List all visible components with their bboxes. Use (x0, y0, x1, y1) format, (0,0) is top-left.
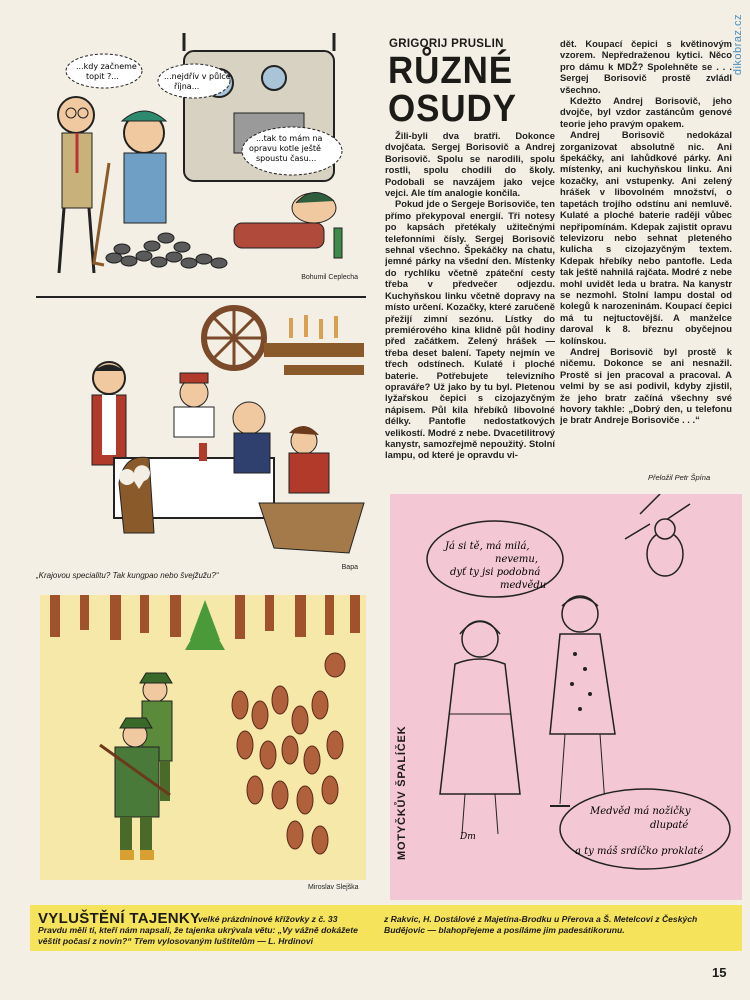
spalicek-bubble-top: Já si tě, má milá, nevemu, dyť ty jsi podobná medvědu (445, 541, 547, 591)
article-title-line1: RŮZNÉ (388, 50, 514, 92)
article-title-line2: OSUDY (388, 88, 517, 130)
cartoon-boiler-drawing (34, 33, 366, 287)
spalicek-label: MOTYČKŮV ŠPALÍČEK (396, 725, 408, 860)
article-paragraph: dět. Koupací čepici s květinovým vzorem. Nepředraženou kytici. Něco pro dámu k MDŽ? Spolehněte se . . . Sergej Borisovič prostě zvládl všechno. (560, 38, 732, 95)
tajenka-title: VYLUŠTĚNÍ TAJENKY (38, 910, 201, 927)
credit-ceplecha: Bohumil Ceplecha (301, 274, 358, 281)
tajenka-subtitle: velké prázdninové křížovky z č. 33 (198, 914, 338, 924)
article-paragraph: Žili-byli dva bratři. Dokonce dvojčata. Sergej Borisovič a Andrej Borisovič. Spolu se narodili, spolu rostli, spolu chodili do školy. Podobali se navzájem jako vejce vejci. Ale tím analogie končila. (385, 130, 555, 199)
translator-credit: Přeložil Petr Špína (648, 473, 711, 482)
cartoon-boiler-room (34, 33, 366, 287)
spalicek-drawing (390, 494, 742, 900)
spalicek-box (390, 494, 742, 900)
tajenka-text-left: Pravdu měli ti, kteří nám napsali, že tajenka ukrývala větu: „Vy vážně dokážete věštit počasí z novin?“ Třem vylosovaným luštitelům — L. Hrdinovi (38, 925, 358, 946)
spalicek-bubble-bottom: Medvěd má nožičky dlupaté a ty máš srdíčko proklaté (575, 806, 704, 857)
divider-1 (36, 296, 366, 298)
article-paragraph: Kdežto Andrej Borisovič, jeho dvojče, byl vzdor zastáncům genové teorie jeho pravým opakem. (560, 95, 732, 129)
spalicek-signature: Dm (460, 832, 476, 842)
bubble-mid-text: ...nejdřív v půlce října... (164, 72, 231, 91)
article-title (388, 52, 544, 128)
cartoon-hunters (40, 595, 366, 880)
article-paragraph: Pokud jde o Sergeje Borisoviče, ten přímo překypoval energií. Tři notesy po kapsách přetékaly užitečnými telefonními čísly. Sergej Borisovič sehnal všechno. Špekáčky na chatu, jemné párky na všední den. Místenky do rychlíku včetně zpáteční cesty třeba v předvečer odjezdu. Kuchyňskou linku včetně dopravy na místo určení. Kozačky, které zaručeně přežijí zimní sezónu. Lístky do premiérového kina klidně půl hodiny před začátkem. Zelený hrášek — třeba deset balení. Tapety nejmín ve třech odstínech. Kulaté i ploché baterie. Potřebujete televizního opraváře? Už jako by tu byl. Pletenou lyžařskou čepici s cizojazyčným nápisem. Půl kila hřebíků libovolné délky. Pantofle nedostatkových velikostí. Modré z nebe. Dvacetilitrový kanystr, samozřejmě nepoužitý. Stolní lampu, od které je opravdu vi- (385, 198, 555, 461)
article-paragraph: Andrej Borisovič nedokázal zorganizovat absolutně nic. Ani špekáčky, ani lahůdkové párky. Ani místenky, ani kuchyňskou linku. Ani kozačky, ani vstupenky. Ani zelený hrášek v libovolném množství, o tapetách trojího odstínu ani nemluvě. Kulaté a ploché baterie raději vůbec nepřipomínám. Kdepak zajistit opravu televizoru nebo sehnat pleteného kulicha s cizojazyčným textem. Kdepak hřebíky nebo pantofle. Leda tak ještě nahnilá rajčata. Modré z nebe mohl uvidět leda u bratra. Na kanystr se nezmohl. Stolní lampu dostal od kolegů k narozeninám. Koupací čepici má tu nejtuctovější. A manželce daroval k 8. březnu obyčejnou kolínskou. (560, 129, 732, 346)
cartoon-caption: „Krajovou specialitu? Tak kungpao nebo švejžužu?“ (36, 571, 219, 580)
article-paragraph: Andrej Borisovič byl prostě k ničemu. Dokonce se ani nesnažil. Prostě si jen pracoval a pracoval. A velmi by se asi podivil, kdyby zjistil, že jeho bratr začíná všechny své hovory takhle: „Dobrý den, u telefonu je bratr Andreje Borisoviče . . .“ (560, 345, 732, 426)
cartoon-restaurant-drawing (34, 303, 366, 573)
tajenka-text-right: z Rakvic, H. Dostálové z Majetína-Brodku u Přerova a Š. Metelcovi z Českých Budějovic — blahopřejeme a posíláme jim padesátikorunu. (384, 914, 698, 935)
bubble-left-text: ...kdy začneme topit ?... (76, 62, 137, 81)
page-number: 15 (712, 965, 727, 980)
credit-slejska: Miroslav Slejška (308, 884, 359, 891)
credit-bapa: Bapa (341, 564, 358, 571)
cartoon-hunters-drawing (40, 595, 366, 880)
cartoon-restaurant (34, 303, 366, 573)
watermark: dikobraz.cz (732, 14, 744, 76)
article-column-2 (560, 38, 732, 464)
article-author: GRIGORIJ PRUSLIN (389, 38, 504, 50)
bubble-right-text: ...tak to mám na opravu kotle ještě spoustu času... (249, 134, 323, 163)
